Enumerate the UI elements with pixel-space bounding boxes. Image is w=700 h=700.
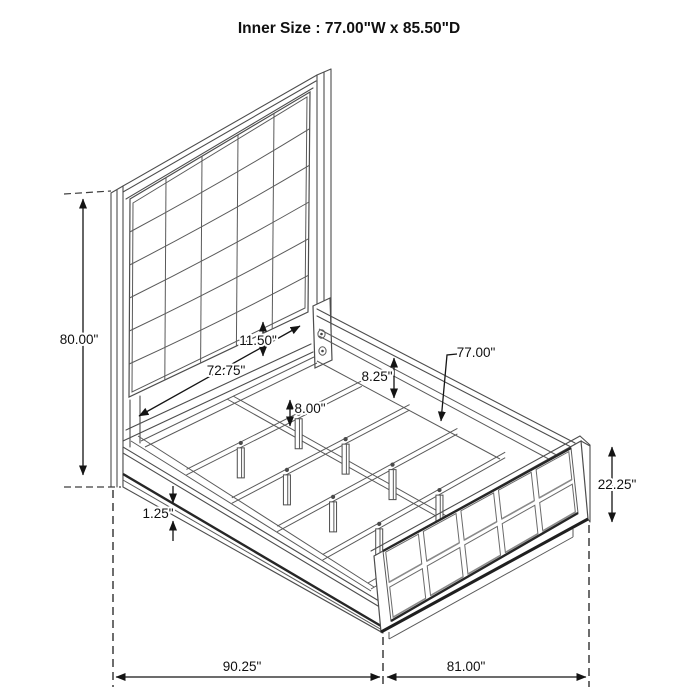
rail-bracket: [313, 298, 332, 368]
left-side-rail: [123, 447, 383, 633]
dim-label-panel-gap: 11.50": [239, 333, 277, 348]
dim-label-footboard-height: 22.25": [597, 477, 637, 492]
dim-label-leg-height: 8.00": [294, 401, 326, 416]
dim-label-slat-length: 77.00": [456, 345, 496, 360]
dim-label-rail-trim: 1.25": [142, 506, 174, 521]
dim-label-overall-length: 90.25": [222, 659, 262, 674]
diagram-title: Inner Size : 77.00"W x 85.50"D: [237, 20, 461, 37]
dim-label-overall-width: 81.00": [446, 659, 486, 674]
dim-label-inner-width: 72.75": [206, 363, 246, 378]
dim-label-headboard-height: 80.00": [59, 332, 99, 347]
dim-label-rail-height: 8.25": [361, 369, 393, 384]
